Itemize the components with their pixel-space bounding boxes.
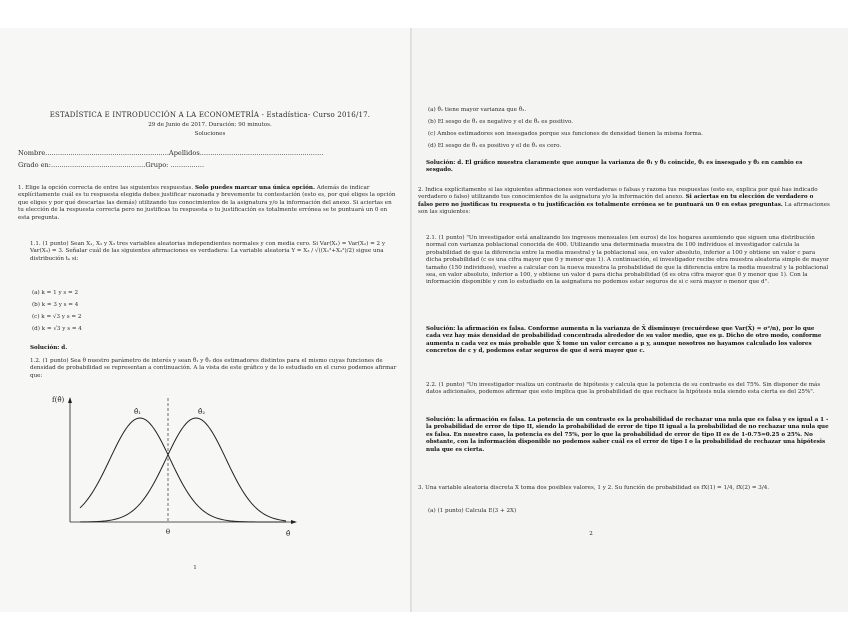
exam-date: 29 de Junio de 2017. Duración: 90 minutos.: [148, 122, 272, 128]
grade-line: Grado en:.............................................Grupo: ................: [18, 161, 205, 169]
x-axis-label: θ̂: [286, 530, 291, 538]
top-margin: [0, 0, 848, 28]
q21-solution: Solución: la afirmación es falsa. Conforme aumenta n la varianza de X̄ disminuye (recuérdese que Var(X̄) = σ²/n), por lo que cada vez hay más densidad de probabilidad concentrada alrededor de su valor medio, que es μ. Dicho de otro modo, conforme aumenta n cada vez es más probable que X̄ tome un valor cercano a μ y, aunque nosotros no hayamos calculado los valores concretos de c y d, podemos estar seguros de que d será mayor que c.: [426, 326, 822, 355]
q2-intro-text: 2. Indica explícitamente si las siguientes afirmaciones son verdaderas o falsas y razona tus respuestas (esto es, explica por qué has indicado verdadero o falso) utilizando tus conocimientos de la asignatura y/o la información del anexo.: [418, 187, 818, 201]
q11-option-a: (a) k = 1 y s = 2: [32, 290, 79, 296]
name-line: Nombre...........................................................Apellidos...........................................................: [18, 149, 324, 157]
page-1-number: 1: [193, 565, 197, 571]
question-2-1: 2.1. (1 punto) "Un investigador está analizando los ingresos mensuales (en euros) de los hogares asumiendo que siguen una distribución normal con varianza poblacional conocida de 400. Utilizando una determinada muestra de 100 individuos el investigador calcula la probabilidad de que la diferencia entre la media muestral y la poblacional sea, en valor absoluto, inferior a 100 y obtiene un valor c para dicha probabilidad (c es una cifra mayor que 0 y menor que 1). A continuación, el investigador recibe otra muestra aleatoria simple de mayor tamaño (150 individuos), vuelve a calcular con la nueva muestra la probabilidad de que la diferencia entre la media muestral y la poblacional sea, en valor absoluto, inferior a 100, y obtiene un valor d para dicha probabilidad (d es otra cifra mayor que 0 y menor que 1). Con la información disponible y con lo estudiado en la asignatura no podemos estar seguros de si c será mayor o menor que d".: [426, 235, 829, 286]
density-chart: [52, 394, 308, 546]
q11-solution: Solución: d.: [30, 345, 68, 351]
legend-theta-hat-2: θ̂₂: [198, 408, 206, 416]
page-2-number: 2: [589, 531, 593, 537]
question-1-1: 1.1. (1 punto) Sean X₁, X₂ y X₃ tres variables aleatorias independientes normales y con media cero. Si Var(X₁) = Var(X₂) = 2 y Var(X₃) = 3. Señalar cuál de las siguientes afirmaciones es verdadera: La variable aleatoria Y = X₃ / √((X₁²+X₂²)/2) sigue una distribución tₖ si:: [30, 241, 386, 262]
q11-option-b: (b) k = 3 y s = 4: [32, 302, 79, 308]
q1-intro-text: 1. Elige la opción correcta de entre las siguientes respuestas.: [18, 185, 194, 191]
bottom-margin: [0, 612, 848, 636]
exam-title: ESTADÍSTICA E INTRODUCCIÓN A LA ECONOMETRÍA - Estadística- Curso 2016/17.: [49, 111, 371, 119]
q12-option-d: (d) El sesgo de θ̂₁ es positivo y el de θ̂₁ es cero.: [428, 143, 562, 149]
question-2-instructions: [418, 187, 830, 217]
q2-intro-rest: La afirmaciones son las siguientes:: [418, 201, 830, 216]
x-tick-theta: θ: [165, 528, 171, 536]
question-1-2: 1.2. (1 punto) Sea θ nuestro parámetro de interés y sean θ̂₁ y θ̂₂ dos estimadores distintos para el mismo cuyas funciones de densidad de probabilidad se representan a continuación. A la vista de este gráfico y de lo estudiado en el curso podemos afirmar que:: [30, 358, 397, 379]
q1-intro-bold: Solo puedes marcar una única opción.: [194, 185, 315, 191]
q22-solution: Solución: la afirmación es falsa. La potencia de un contraste es la probabilidad de rechazar una nula que es falsa y es igual a 1 - la probabilidad de error de tipo II, siendo la probabilidad de error de tipo II igual a la probabilidad de no rechazar una nula que es falsa. En nuestro caso, la potencia es del 75%, por lo que la probabilidad de error de tipo II es de 1-0.75=0.25 o 25%. No obstante, con la información disponible no podemos saber cuál es el error de tipo I o la probabilidad de rechazar una hipótesis nula que es cierta.: [426, 417, 829, 453]
question-1-instructions: [18, 185, 398, 222]
q2-intro-bold: Si aciertas en tu elección de verdadero o falso pero no justificas tu respuesta o tu justificación es totalmente errónea se te puntuará un 0 en estas preguntas.: [418, 194, 814, 208]
y-axis-arrow: [68, 397, 72, 403]
legend-theta-hat-1: θ̂₁: [134, 408, 142, 416]
page-1: [0, 28, 412, 612]
question-3: 3. Una variable aleatoria discreta X toma dos posibles valores, 1 y 2. Su función de probabilidad es fX(1) = 1/4, fX(2) = 3/4.: [418, 485, 770, 491]
q11-option-c: (c) k = √3 y s = 2: [32, 314, 82, 320]
q12-option-b: (b) El sesgo de θ̂₁ es negativo y el de θ̂₂ es positivo.: [428, 119, 574, 125]
q1-intro-rest: Además de indicar explícitamente cuál es tu respuesta elegida debes justificar razonada y brevemente tu contestación (esto es, por qué eliges la opción que eliges y por qué descartas las demás) utilizando tus conocimientos de la asignatura y/o la información del anexo. Si aciertas en tu elección de la respuesta correcta pero no justificas tu respuesta o tu justificación es totalmente errónea se te puntuará un 0 en esta pregunta.: [18, 185, 396, 221]
exam-solutions-label: Soluciones: [194, 131, 226, 137]
page-2: [412, 28, 848, 612]
q12-solution: Solución: d. El gráfico muestra claramente que aunque la varianza de θ̂₁ y θ̂₂ coincide, θ̂₁ es insesgado y θ̂₂ en cambio es sesgado.: [426, 160, 803, 174]
question-2-2: 2.2. (1 punto) "Un investigador realiza un contraste de hipótesis y calcula que la potencia de su contraste es del 75%. Sin disponer de más datos adicionales, podemos afirmar que esto implica que la probabilidad de que rechace la hipótesis nula siendo esta cierta es del 25%".: [426, 382, 821, 396]
density-curve-theta-hat-2: [80, 418, 286, 522]
q11-option-d: (d) k = √3 y s = 4: [32, 326, 82, 332]
question-3-a: (a) (1 punto) Calcula E(3 + 2X): [428, 508, 517, 514]
y-axis-label: f(θ̂): [52, 396, 65, 404]
x-axis-arrow: [291, 520, 297, 524]
q12-option-c: (c) Ambos estimadores son insesgados porque sus funciones de densidad tienen la misma forma.: [428, 131, 703, 137]
q12-option-a: (a) θ̂₁ tiene mayor varianza que θ̂₂.: [428, 107, 527, 113]
